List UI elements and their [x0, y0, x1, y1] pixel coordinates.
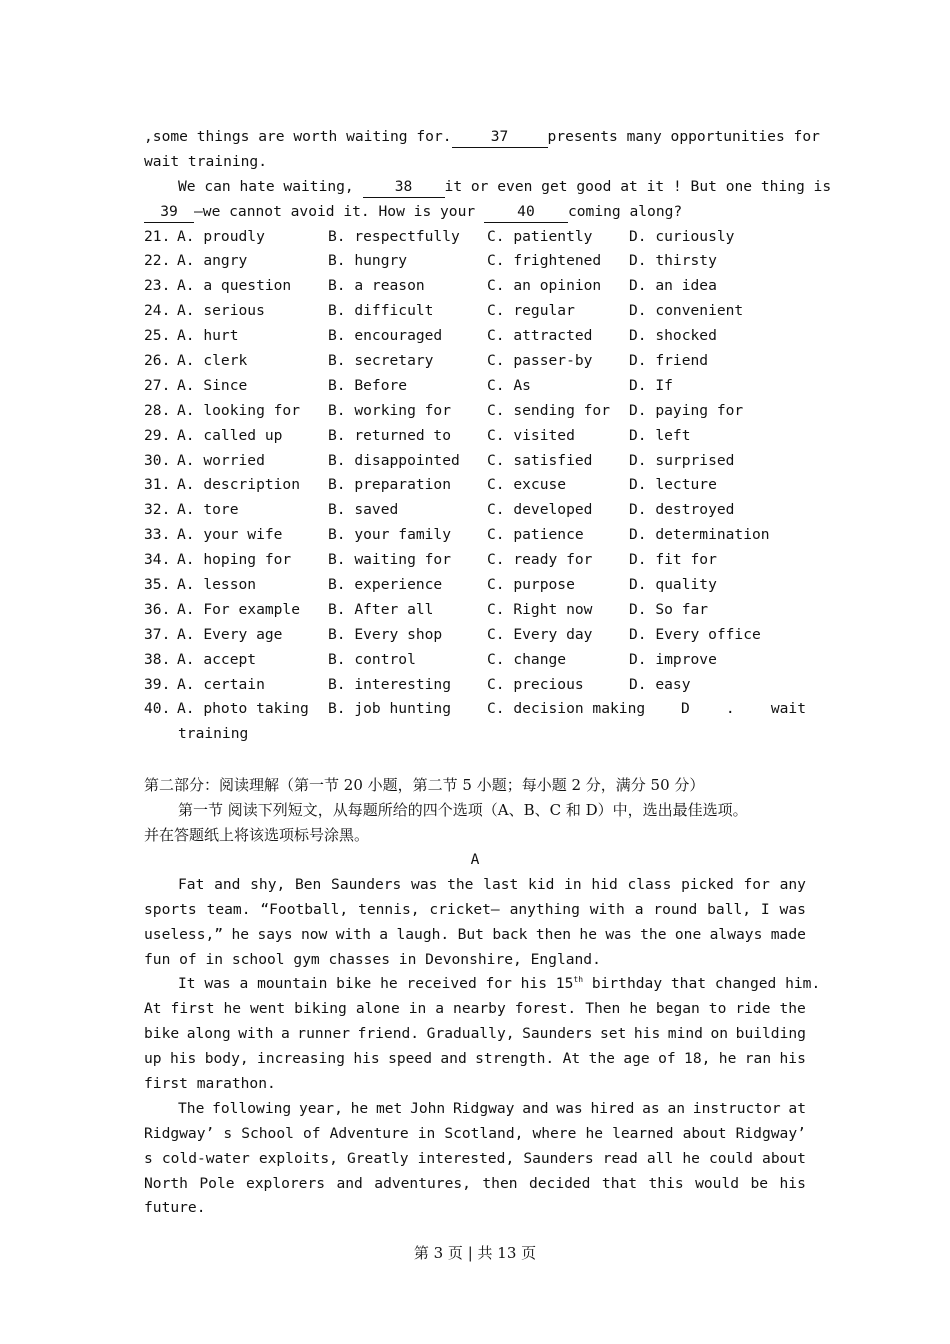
word: says [257, 925, 293, 943]
option-d: D. thirsty [629, 252, 717, 270]
word: he [223, 1000, 242, 1018]
word: the [779, 1000, 806, 1018]
word: Ben [294, 875, 322, 893]
word: his [779, 1050, 806, 1068]
option-row [144, 498, 806, 523]
question-number: 22. [144, 252, 171, 270]
option-row [144, 274, 806, 299]
word: about [762, 1149, 806, 1167]
word: he [231, 925, 250, 943]
word: now [300, 925, 328, 943]
word: his [779, 1174, 806, 1192]
question-number: 23. [144, 277, 171, 295]
option-c: C. frightened [487, 252, 602, 270]
word: at [788, 1099, 806, 1117]
justified-line [144, 923, 806, 948]
option-a: A. accept [177, 650, 257, 668]
justified-line [144, 898, 806, 923]
paragraph-3 [144, 1097, 806, 1197]
word: this [648, 1174, 684, 1192]
word: for [743, 875, 770, 893]
word: decided [528, 1174, 591, 1192]
word: shy, [250, 875, 286, 893]
word: the [640, 925, 667, 943]
option-b: B. working for [328, 401, 452, 419]
word: building [735, 1025, 806, 1043]
cloze-line-4: 39 —we cannot avoid it. How is your 40 coming along? [144, 200, 806, 225]
word: friend. [357, 1025, 420, 1043]
word: ran [744, 1050, 772, 1068]
cloze-line-1: ,some things are worth waiting for. 37 presents many opportunities for [144, 125, 806, 150]
word: be [750, 1174, 769, 1192]
option-a: A. For example [177, 600, 301, 618]
word: of [658, 1050, 676, 1068]
cloze-line-3: We can hate waiting, 38 it or even get good at it ! But one thing is [144, 175, 806, 200]
word: picked [681, 875, 734, 893]
option-a: A. your wife [177, 526, 283, 544]
option-d: D. lecture [629, 476, 717, 494]
option-c: C. ready for [487, 551, 593, 569]
word: cricket— [429, 900, 500, 918]
word: adventures, [374, 1174, 471, 1192]
option-a: A. tore [177, 501, 239, 519]
word: and [214, 875, 241, 893]
word: speed [388, 1050, 432, 1068]
word: biking [294, 1000, 347, 1018]
question-number: 24. [144, 302, 171, 320]
word: and [522, 1099, 549, 1117]
word: I [760, 900, 770, 918]
word: an [667, 1099, 686, 1117]
word: could [709, 1149, 753, 1167]
option-row [144, 648, 806, 673]
word: Scotland, [444, 1124, 524, 1142]
option-c: C. Right now [487, 600, 593, 618]
option-d: D. quality [629, 576, 717, 594]
word: then [535, 925, 572, 943]
option-d: D. fit for [629, 551, 717, 569]
word: as [642, 1099, 660, 1117]
option-d: D. destroyed [629, 501, 735, 519]
option-row [144, 673, 806, 698]
option-row-40: 40. A. photo taking B. job hunting C. decision making D . wait [144, 700, 806, 718]
option-c: C. As [487, 376, 531, 394]
word: tennis, [358, 900, 420, 918]
word: went [250, 1000, 286, 1018]
justified-line [144, 1022, 806, 1047]
option-row [144, 523, 806, 548]
option-c: C. patiently [487, 227, 593, 245]
option-d: D. convenient [629, 302, 744, 320]
question-number: 39. [144, 675, 171, 693]
word: instructor [692, 1099, 781, 1117]
word: team. [206, 900, 251, 918]
question-number: 32. [144, 501, 171, 519]
question-number: 27. [144, 376, 171, 394]
option-a: A. Every age [177, 625, 283, 643]
word: the [588, 1050, 615, 1068]
word: anything [509, 900, 580, 918]
word: strength. [475, 1050, 555, 1068]
word: learned [612, 1124, 674, 1142]
option-c: C. purpose [487, 576, 575, 594]
word: along [186, 1025, 231, 1043]
word: sports [144, 900, 197, 918]
option-c: C. change [487, 650, 567, 668]
option-a: A. a question [177, 277, 292, 295]
word: following [212, 1099, 292, 1117]
blank-38: 38 [363, 177, 445, 198]
paragraph-3-last: future. [144, 1199, 206, 1217]
justified-line [144, 1122, 806, 1147]
question-number: 26. [144, 352, 171, 370]
word: At [144, 1000, 162, 1018]
question-number: 33. [144, 526, 171, 544]
word: The [178, 1099, 205, 1117]
word: a [280, 1025, 290, 1043]
word: in [564, 875, 582, 893]
blank-37: 37 [452, 127, 548, 148]
question-number: 21. [144, 227, 171, 245]
option-a: A. hurt [177, 327, 239, 345]
option-d: D. improve [629, 650, 717, 668]
passage-label: A [470, 850, 480, 868]
exam-page [144, 125, 832, 1221]
word: 18, [684, 1050, 711, 1068]
word: was [605, 925, 632, 943]
blank-40: 40 [484, 202, 568, 223]
option-a: A. description [177, 476, 301, 494]
word: Then [585, 1000, 621, 1018]
question-number: 37. [144, 625, 171, 643]
word: s [223, 1124, 233, 1142]
word: bike [144, 1025, 180, 1043]
word: his [169, 1050, 197, 1068]
option-c: C. excuse [487, 476, 567, 494]
word: in [408, 1000, 427, 1018]
option-c: C. precious [487, 675, 584, 693]
word: set [599, 1025, 627, 1043]
page-footer: 第 3 页 | 共 13 页 [413, 1244, 537, 1262]
word: then [482, 1174, 518, 1192]
word: in [417, 1124, 436, 1142]
word: class [627, 875, 672, 893]
word: that [601, 1174, 638, 1192]
word: to [708, 1000, 727, 1018]
question-number: 31. [144, 476, 171, 494]
word: Pole [199, 1174, 235, 1192]
option-c: C. developed [487, 501, 593, 519]
option-c: C. passer-by [487, 352, 593, 370]
option-d: D. shocked [629, 327, 717, 345]
option-a: A. clerk [177, 352, 248, 370]
option-b: B. interesting [328, 675, 452, 693]
word: with [335, 925, 371, 943]
option-b: B. Every shop [328, 625, 443, 643]
word: with [589, 900, 625, 918]
option-d: D. friend [629, 352, 709, 370]
options-list [144, 225, 806, 698]
word: alone [355, 1000, 400, 1018]
word: a [379, 925, 389, 943]
option-d: D. If [629, 376, 673, 394]
section-instructions: 第一节 阅读下列短文，从每题所给的四个选项（A、B、C 和 D）中，选出最佳选项。 [178, 801, 748, 820]
justified-line [144, 873, 806, 898]
word: one [674, 925, 702, 943]
word: began [655, 1000, 700, 1018]
word: nearby [453, 1000, 506, 1018]
option-c: C. an opinion [487, 277, 602, 295]
option-d: D. determination [629, 526, 770, 544]
word: any [779, 875, 806, 893]
option-row [144, 449, 806, 474]
word: his [353, 1050, 380, 1068]
cloze-line-2: wait training. [144, 152, 268, 170]
option-row [144, 349, 806, 374]
option-row [144, 324, 806, 349]
option-row [144, 374, 806, 399]
word: At [562, 1050, 581, 1068]
word: about [682, 1124, 727, 1142]
word: year, [298, 1099, 343, 1117]
word: But [457, 925, 484, 943]
option-b: B. encouraged [328, 327, 443, 345]
word: ride [735, 1000, 771, 1018]
justified-line [144, 997, 806, 1022]
option-c: C. visited [487, 426, 575, 444]
word: he [350, 1099, 369, 1117]
word: first [170, 1000, 215, 1018]
word: John [410, 1099, 446, 1117]
option-b: B. a reason [328, 277, 425, 295]
option-a: A. Since [177, 376, 248, 394]
option-d: D. surprised [629, 451, 735, 469]
option-a: A. angry [177, 252, 248, 270]
justified-line [144, 1097, 806, 1122]
option-d: D. an idea [629, 277, 717, 295]
justified-line [144, 1147, 806, 1172]
word: “Football, [260, 900, 349, 918]
option-b: B. secretary [328, 352, 434, 370]
word: a [435, 1000, 445, 1018]
option-b: B. returned to [328, 426, 452, 444]
word: interested, [417, 1149, 515, 1167]
justified-line [144, 1047, 806, 1072]
question-number: 38. [144, 650, 171, 668]
word: Fat [178, 875, 205, 893]
option-a: A. certain [177, 675, 265, 693]
word: School [241, 1124, 294, 1142]
option-d: D. easy [629, 675, 691, 693]
option-d: D. So far [629, 600, 709, 618]
word: and [440, 1050, 467, 1068]
option-c: C. regular [487, 302, 575, 320]
question-number: 35. [144, 576, 171, 594]
word: Greatly [346, 1149, 409, 1167]
question-number: 30. [144, 451, 171, 469]
justified-line [144, 1172, 806, 1197]
word: he [629, 1000, 647, 1018]
option-b: B. hungry [328, 252, 408, 270]
option-a: A. called up [177, 426, 283, 444]
word: would [695, 1174, 740, 1192]
word: made [770, 925, 806, 943]
option-row [144, 299, 806, 324]
word: was [779, 900, 806, 918]
option-c: C. Every day [487, 625, 593, 643]
word: s [144, 1149, 153, 1167]
option-row [144, 623, 806, 648]
word: Saunders [331, 875, 402, 893]
word: Saunders [523, 1149, 594, 1167]
option-d: D. left [629, 426, 691, 444]
paragraph-2 [144, 997, 806, 1072]
option-b: B. your family [328, 526, 452, 544]
word: back [492, 925, 528, 943]
word: Adventure [329, 1124, 409, 1142]
paragraph-1-last: fun of in school gym chasses in Devonshire, England. [144, 950, 601, 968]
option-a: A. serious [177, 302, 265, 320]
option-a: A. worried [177, 451, 265, 469]
word: useless,” [144, 925, 224, 943]
question-number: 25. [144, 327, 171, 345]
word: Ridgway [452, 1099, 515, 1117]
word: was [411, 875, 438, 893]
word: Saunders [522, 1025, 593, 1043]
option-b: B. Before [328, 376, 408, 394]
question-number: 28. [144, 401, 171, 419]
word: hid [591, 875, 618, 893]
word: ball, [707, 900, 752, 918]
word: mind [667, 1025, 703, 1043]
option-b: B. disappointed [328, 451, 460, 469]
word: runner [297, 1025, 351, 1043]
word: body, [204, 1050, 249, 1068]
option-b: B. waiting for [328, 551, 452, 569]
word: kid [528, 875, 555, 893]
option-c: C. attracted [487, 327, 593, 345]
word: on [710, 1025, 729, 1043]
option-b: B. After all [328, 600, 434, 618]
word: with [238, 1025, 274, 1043]
option-b: B. difficult [328, 302, 434, 320]
option-c: C. patience [487, 526, 584, 544]
word: was [556, 1099, 583, 1117]
word: last [483, 875, 519, 893]
word: the [447, 875, 474, 893]
option-d: D. curiously [629, 227, 735, 245]
paragraph-2-last: first marathon. [144, 1074, 276, 1092]
word: North [144, 1174, 188, 1192]
option-b: B. saved [328, 501, 399, 519]
blank-39: 39 [144, 202, 194, 223]
word: exploits, [258, 1149, 338, 1167]
word: Ridgway’ [144, 1124, 215, 1142]
word: a [634, 900, 644, 918]
word: read [602, 1149, 638, 1167]
question-number: 36. [144, 600, 171, 618]
option-row [144, 573, 806, 598]
section-heading: 第二部分：阅读理解（第一节 20 小题，第二节 5 小题；每小题 2 分，满分 50 分） [144, 776, 705, 795]
option-a: A. lesson [177, 576, 257, 594]
word: age [623, 1050, 650, 1068]
word: cold-water [161, 1149, 250, 1167]
question-number: 34. [144, 551, 171, 569]
word: hired [590, 1099, 635, 1117]
option-b: B. experience [328, 576, 443, 594]
word: he [585, 1124, 604, 1142]
word: his [633, 1025, 661, 1043]
option-b: B. control [328, 650, 416, 668]
word: where [532, 1124, 577, 1142]
word: forest. [514, 1000, 577, 1018]
option-b: B. preparation [328, 476, 452, 494]
word: he [718, 1050, 737, 1068]
word: up [144, 1050, 162, 1068]
word: increasing [257, 1050, 345, 1068]
word: of [302, 1124, 321, 1142]
option-row [144, 225, 806, 250]
word: laugh. [396, 925, 450, 943]
option-d: D. paying for [629, 401, 744, 419]
word: Ridgway’ [735, 1124, 806, 1142]
option-row [144, 598, 806, 623]
word: always [709, 925, 763, 943]
option-row [144, 249, 806, 274]
option-d: D. Every office [629, 625, 761, 643]
word: and [336, 1174, 363, 1192]
option-c: C. sending for [487, 401, 611, 419]
option-b: B. respectfully [328, 227, 460, 245]
option-a: A. hoping for [177, 551, 292, 569]
word: met [375, 1099, 403, 1117]
option-row [144, 399, 806, 424]
option-c: C. satisfied [487, 451, 593, 469]
section-instructions-cont: 并在答题纸上将该选项标号涂黑。 [144, 826, 370, 845]
word: he [682, 1149, 700, 1167]
option-row [144, 424, 806, 449]
option-row [144, 473, 806, 498]
option-a: A. looking for [177, 401, 301, 419]
option-a: A. proudly [177, 227, 265, 245]
word: Gradually, [426, 1025, 515, 1043]
word: all [646, 1149, 674, 1167]
option-row [144, 548, 806, 573]
paragraph-1 [144, 873, 806, 948]
paragraph-2-first: It was a mountain bike he received for his 15th birthday that changed him. [178, 975, 821, 993]
question-number: 29. [144, 426, 171, 444]
word: round [653, 900, 698, 918]
word: explorers [245, 1174, 326, 1192]
word: he [579, 925, 597, 943]
option-40-continuation: training [178, 725, 249, 743]
